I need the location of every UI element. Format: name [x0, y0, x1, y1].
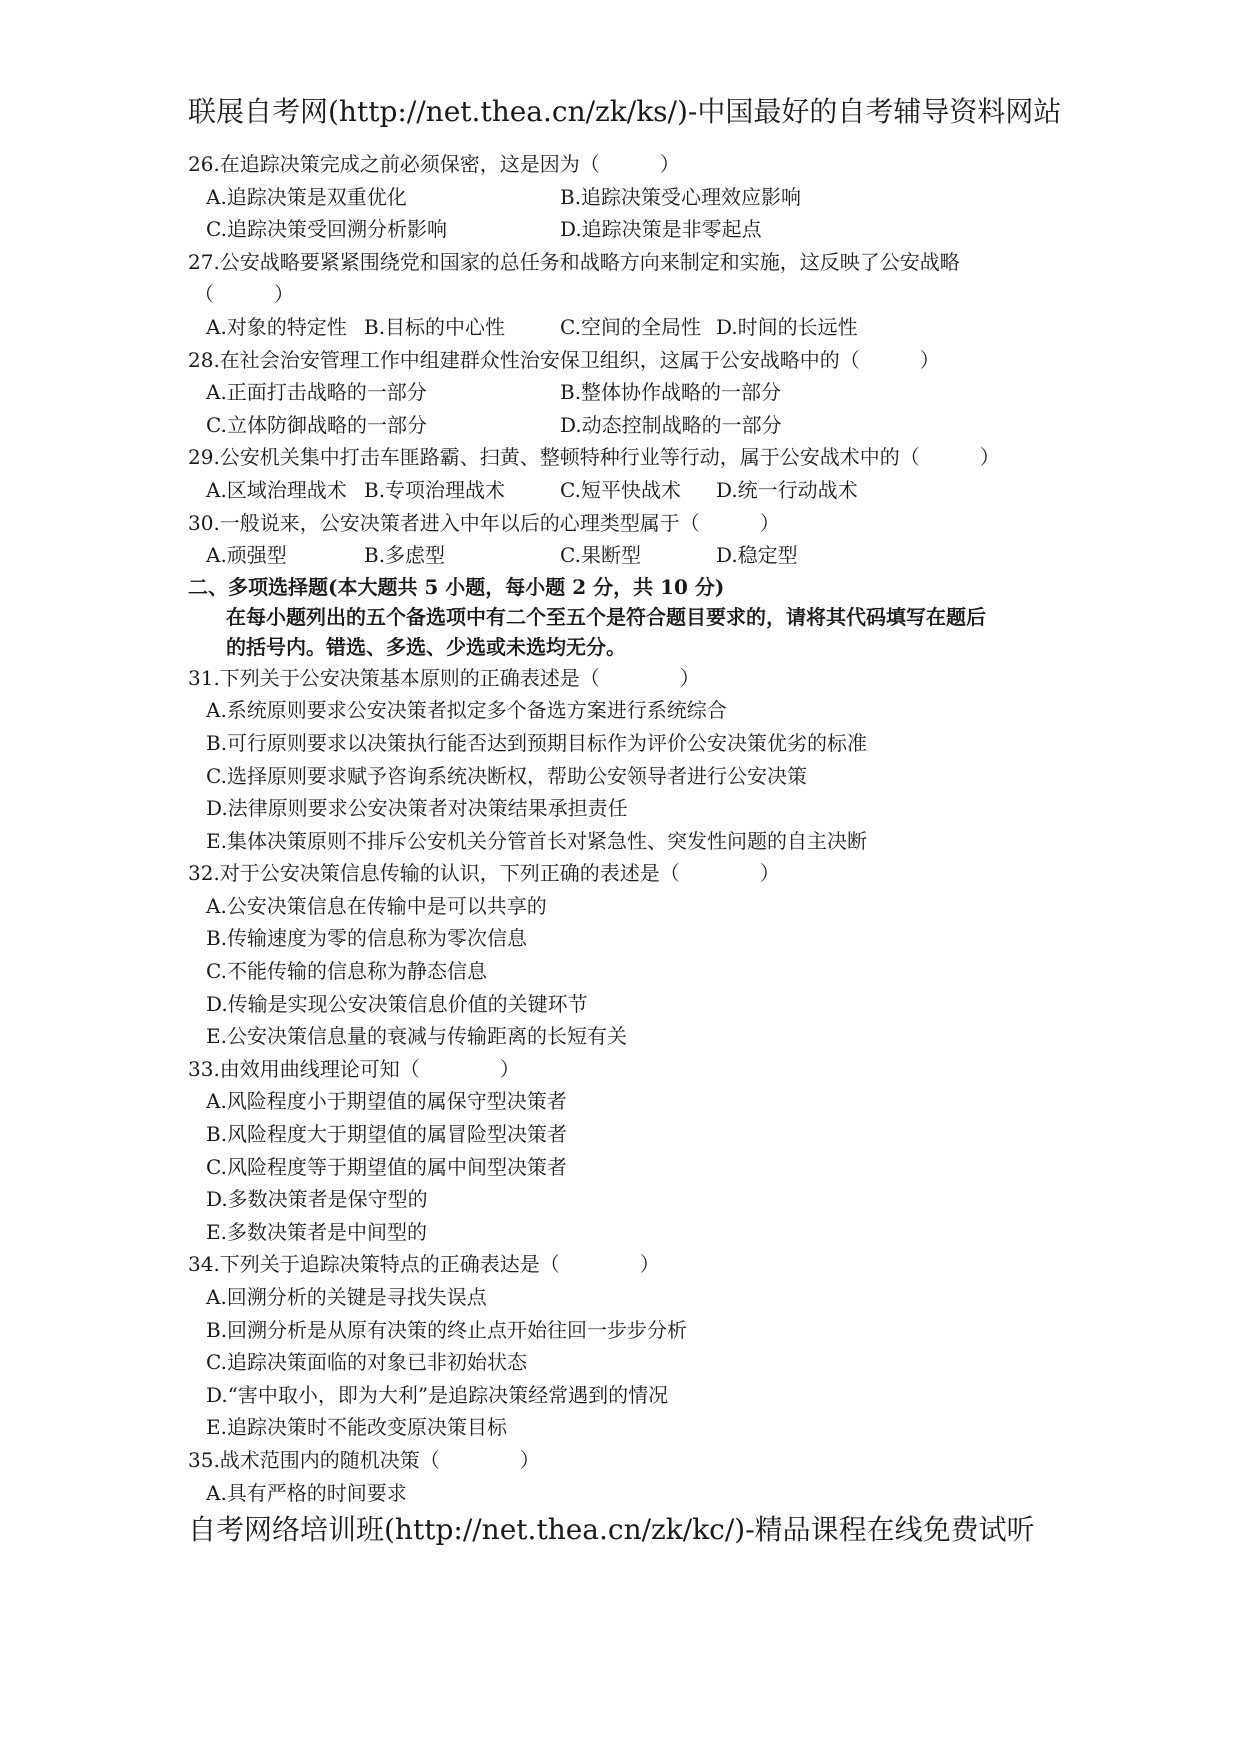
- question-26-options-row1: [188, 181, 1078, 214]
- option-c: C.不能传输的信息称为静态信息: [206, 959, 487, 984]
- footer-banner: 自考网络培训班(http://net.thea.cn/zk/kc/)-精品课程在线免费试听: [188, 1513, 1035, 1546]
- option-e: E.多数决策者是中间型的: [206, 1219, 427, 1244]
- option-b: B.可行原则要求以决策执行能否达到预期目标作为评价公安决策优劣的标准: [206, 730, 868, 755]
- section-2-instruction-line1: 在每小题列出的五个备选项中有二个至五个是符合题目要求的，请将其代码填写在题后: [226, 604, 986, 629]
- option-a: A.公安决策信息在传输中是可以共享的: [206, 893, 547, 918]
- option-a: A.顽强型: [206, 543, 287, 568]
- question-27-options: [188, 311, 1078, 344]
- question-28-stem: 28.在社会治安管理工作中组建群众性治安保卫组织，这属于公安战略中的（ ）: [188, 347, 940, 372]
- question-29-options: [188, 474, 1078, 507]
- option-a: A.回溯分析的关键是寻找失误点: [206, 1285, 487, 1309]
- header-banner: 联展自考网(http://net.thea.cn/zk/ks/)-中国最好的自考辅导资料网站: [188, 95, 1062, 128]
- question-32-stem: 32.对于公安决策信息传输的认识，下列正确的表述是（ ）: [188, 861, 780, 886]
- option-e: E.追踪决策时不能改变原决策目标: [206, 1415, 507, 1440]
- option-b: B.专项治理战术: [364, 477, 506, 502]
- option-e: E.公安决策信息量的衰减与传输距离的长短有关: [206, 1024, 627, 1049]
- option-c: C.立体防御战略的一部分: [206, 412, 427, 437]
- question-26-stem: 26.在追踪决策完成之前必须保密，这是因为（ ）: [188, 152, 680, 176]
- option-e: E.集体决策原则不排斥公安机关分管首长对紧急性、突发性问题的自主决断: [206, 828, 867, 853]
- option-b: B.回溯分析是从原有决策的终止点开始往回一步步分析: [206, 1317, 688, 1342]
- option-c: C.果断型: [560, 543, 641, 568]
- question-29-stem: 29.公安机关集中打击车匪路霸、扫黄、整顿特种行业等行动，属于公安战术中的（ ）: [188, 445, 1000, 470]
- option-d: D.动态控制战略的一部分: [560, 412, 782, 437]
- option-d: D.追踪决策是非零起点: [560, 217, 762, 242]
- option-b: B.多虑型: [364, 543, 446, 568]
- option-d: D.传输是实现公安决策信息价值的关键环节: [206, 991, 588, 1016]
- option-a: A.追踪决策是双重优化: [206, 184, 407, 209]
- option-c: C.风险程度等于期望值的属中间型决策者: [206, 1154, 567, 1179]
- option-d: D.统一行动战术: [716, 477, 858, 502]
- section-2-instruction-line2: 的括号内。错选、多选、少选或未选均无分。: [226, 634, 626, 659]
- section-2-title: 二、多项选择题(本大题共 5 小题，每小题 2 分，共 10 分): [188, 574, 725, 599]
- option-a: A.正面打击战略的一部分: [206, 380, 427, 405]
- option-d: D.法律原则要求公安决策者对决策结果承担责任: [206, 796, 628, 821]
- option-b: B.风险程度大于期望值的属冒险型决策者: [206, 1122, 568, 1147]
- question-35-stem: 35.战术范围内的随机决策（ ）: [188, 1447, 540, 1472]
- option-d: D.多数决策者是保守型的: [206, 1187, 428, 1212]
- option-a: A.具有严格的时间要求: [206, 1480, 407, 1505]
- option-b: B.整体协作战略的一部分: [560, 380, 782, 405]
- question-30-stem: 30.一般说来，公安决策者进入中年以后的心理类型属于（ ）: [188, 510, 780, 535]
- question-26-options-row2: [188, 213, 1078, 246]
- option-c: C.选择原则要求赋予咨询系统决断权，帮助公安领导者进行公安决策: [206, 763, 807, 788]
- option-a: A.区域治理战术: [206, 477, 347, 502]
- option-d: D.时间的长远性: [716, 314, 858, 339]
- option-b: B.传输速度为零的信息称为零次信息: [206, 926, 528, 951]
- question-27-stem-cont: （ ）: [194, 282, 294, 307]
- option-d: D.稳定型: [716, 543, 798, 568]
- question-31-stem: 31.下列关于公安决策基本原则的正确表述是（ ）: [188, 665, 700, 690]
- question-27-stem: 27.公安战略要紧紧围绕党和国家的总任务和战略方向来制定和实施，这反映了公安战略: [188, 249, 960, 274]
- question-34-stem: 34.下列关于追踪决策特点的正确表达是（ ）: [188, 1252, 660, 1277]
- exam-content: [188, 148, 1078, 1509]
- question-33-stem: 33.由效用曲线理论可知（ ）: [188, 1056, 520, 1081]
- question-28-options-row1: [188, 376, 1078, 409]
- option-b: B.目标的中心性: [364, 314, 506, 339]
- option-a: A.系统原则要求公安决策者拟定多个备选方案进行系统综合: [206, 698, 727, 723]
- option-d: D.“害中取小，即为大利”是追踪决策经常遇到的情况: [206, 1382, 669, 1407]
- question-28-options-row2: [188, 409, 1078, 442]
- option-a: A.风险程度小于期望值的属保守型决策者: [206, 1089, 567, 1114]
- option-b: B.追踪决策受心理效应影响: [560, 184, 802, 209]
- question-30-options: [188, 539, 1078, 572]
- option-c: C.短平快战术: [560, 477, 681, 502]
- option-c: C.空间的全局性: [560, 314, 701, 339]
- option-a: A.对象的特定性: [206, 314, 347, 339]
- option-c: C.追踪决策面临的对象已非初始状态: [206, 1350, 527, 1375]
- option-c: C.追踪决策受回溯分析影响: [206, 217, 447, 242]
